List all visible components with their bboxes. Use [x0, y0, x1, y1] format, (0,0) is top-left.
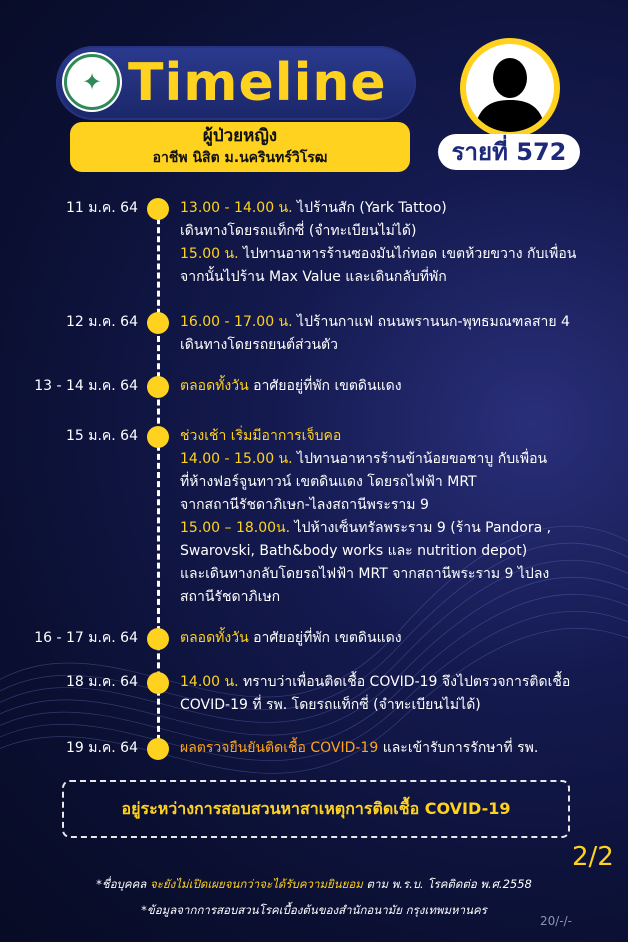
timeline-line	[157, 200, 160, 750]
investigation-status-box: อยู่ระหว่างการสอบสวนหาสาเหตุการติดเชื้อ COVID-19	[62, 780, 570, 838]
timeline-event-line: ที่ห้างฟอร์จูนทาวน์ เขตดินแดง โดยรถไฟฟ้า MRT	[180, 474, 477, 490]
person-silhouette-icon	[460, 38, 560, 138]
timeline-event-line: สถานีรัชดาภิเษก	[180, 589, 281, 605]
timeline-date: 15 ม.ค. 64	[65, 428, 138, 444]
timeline-event-line: เดินทางโดยรถยนต์ส่วนตัว	[180, 337, 338, 353]
timeline-event-line: ตลอดทั้งวัน อาศัยอยู่ที่พัก เขตดินแดง	[180, 378, 402, 394]
timeline-dot	[147, 672, 169, 694]
timeline-event-line: และเดินทางกลับโดยรถไฟฟ้า MRT จากสถานีพระราม 9 ไปลง	[180, 566, 550, 582]
timeline-event-line: 13.00 - 14.00 น. ไปร้านสัก (Yark Tattoo)	[180, 200, 447, 216]
timeline-date: 12 ม.ค. 64	[65, 314, 138, 330]
case-number-badge: รายที่ 572	[438, 134, 580, 170]
timeline-event-line: COVID-19 ที่ รพ. โดยรถแท็กซี่ (จำทะเบียนไม่ได้)	[180, 697, 481, 713]
patient-gender: ผู้ป่วยหญิง	[202, 126, 278, 146]
bangkok-city-seal-icon: ✦	[62, 52, 122, 112]
timeline-date: 19 ม.ค. 64	[65, 740, 138, 756]
timeline-event-line: จากสถานีรัชดาภิเษก-ไลงสถานีพระราม 9	[180, 497, 429, 513]
timeline-date: 16 - 17 ม.ค. 64	[34, 630, 138, 646]
footnote-privacy: *ชื่อบุคคล จะยังไม่เปิดเผยจนกว่าจะได้รับความยินยอม ตาม พ.ร.บ. โรคติดต่อ พ.ศ.2558	[96, 877, 532, 891]
timeline-dot	[147, 628, 169, 650]
timeline-dot	[147, 426, 169, 448]
timeline-date: 18 ม.ค. 64	[65, 674, 138, 690]
timeline-event-line: ผลตรวจยืนยันติดเชื้อ COVID-19 และเข้ารับการรักษาที่ รพ.	[180, 740, 539, 756]
timeline-dot	[147, 198, 169, 220]
timeline-event-line: 14.00 น. ทราบว่าเพื่อนติดเชื้อ COVID-19 จึงไปตรวจการติดเชื้อ	[180, 674, 571, 690]
date-stamp: 20/-/-	[540, 914, 573, 928]
timeline-dot	[147, 312, 169, 334]
page-indicator: 2/2	[572, 842, 614, 872]
footnote-source: *ข้อมูลจากการสอบสวนโรคเบื้องต้นของสำนักอนามัย กรุงเทพมหานคร	[141, 903, 487, 917]
patient-occupation: อาชีพ นิสิต ม.นครินทร์วิโรฒ	[152, 150, 328, 166]
timeline-event-line: 14.00 - 15.00 น. ไปทานอาหารร้านข้าน้อยขอชาบู กับเพื่อน	[180, 451, 548, 467]
timeline-dot	[147, 376, 169, 398]
timeline-event-line: 15.00 น. ไปทานอาหารร้านซองมันไก่ทอด เขตห้วยขวาง กับเพื่อน	[180, 246, 577, 262]
timeline-event-line: ช่วงเช้า เริ่มมีอาการเจ็บคอ	[180, 428, 342, 444]
timeline-dot	[147, 738, 169, 760]
timeline-event-line: Swarovski, Bath&body works และ nutrition depot)	[180, 543, 528, 559]
timeline-event-line: 15.00 – 18.00น. ไปห้างเซ็นทรัลพระราม 9 (ร้าน Pandora ,	[180, 520, 552, 536]
timeline-date: 13 - 14 ม.ค. 64	[34, 378, 138, 394]
timeline-event-line: 16.00 - 17.00 น. ไปร้านกาแฟ ถนนพรานนก-พุทธมณฑลสาย 4	[180, 314, 570, 330]
patient-info-banner	[70, 122, 410, 172]
page-title: Timeline	[128, 53, 387, 113]
timeline-event-line: ตลอดทั้งวัน อาศัยอยู่ที่พัก เขตดินแดง	[180, 630, 402, 646]
timeline-event-line: จากนั้นไปร้าน Max Value และเดินกลับที่พัก	[180, 269, 447, 285]
timeline-date: 11 ม.ค. 64	[65, 200, 138, 216]
timeline-event-line: เดินทางโดยรถแท็กซี่ (จำทะเบียนไม่ได้)	[180, 223, 417, 239]
